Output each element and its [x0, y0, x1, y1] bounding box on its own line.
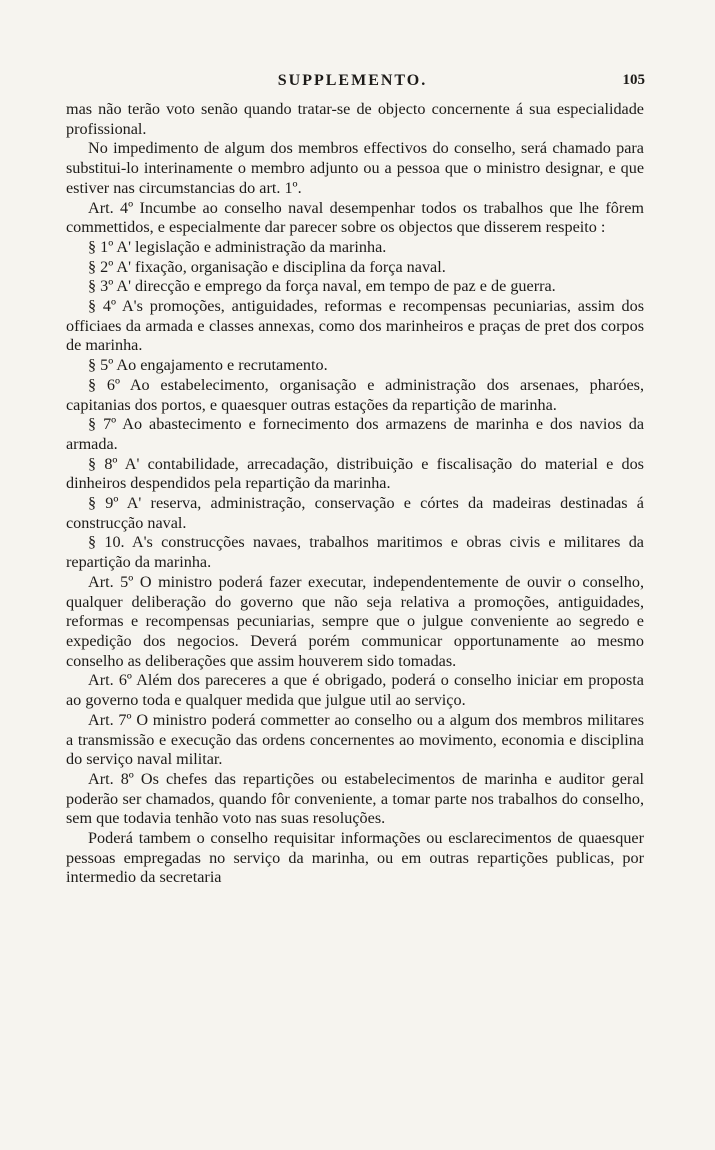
section-item: § 10. A's construcções navaes, trabalhos maritimos e obras civis e militares da repartição da marinha.	[66, 533, 644, 572]
article-6: Art. 6º Além dos pareceres a que é obrigado, poderá o conselho iniciar em proposta ao governo toda e qualquer medida que julgue util ao serviço.	[66, 671, 644, 710]
section-item: § 9º A' reserva, administração, conservação e córtes da madeiras destinadas á construcção naval.	[66, 494, 644, 532]
page-number: 105	[622, 72, 645, 88]
running-title: SUPPLEMENTO.	[277, 72, 428, 89]
article-5: Art. 5º O ministro poderá fazer executar, independentemente de ouvir o conselho, qualquer deliberação do governo que não seja relativa a promoções, antiguidades, reformas e recompensas pecuniarias, sempre que o julgue conveniente ao segredo e expedição dos negocios. Deverá porém communicar opportunamente ao mesmo conselho as deliberações que assim houverem sido tomadas.	[66, 572, 644, 670]
body-text	[66, 100, 644, 888]
section-item: § 7º Ao abastecimento e fornecimento dos armazens de marinha e dos navios da armada.	[66, 415, 644, 453]
section-item: § 5º Ao engajamento e recrutamento.	[88, 356, 328, 375]
article-4: Art. 4º Incumbe ao conselho naval desempenhar todos os trabalhos que lhe fôrem commettidos, e especialmente dar parecer sobre os objectos que disserem respeito :	[66, 198, 644, 237]
section-item: § 8º A' contabilidade, arrecadação, distribuição e fiscalisação do material e dos dinheiros despendidos pela repartição da marinha.	[66, 454, 644, 493]
paragraph: Poderá tambem o conselho requisitar informações ou esclarecimentos de quaesquer pessoas empregadas no serviço da marinha, ou em outras repartições publicas, por intermedio da secretaria	[66, 829, 644, 887]
section-item: § 4º A's promoções, antiguidades, reformas e recompensas pecuniarias, assim dos officiaes da armada e classes annexas, como dos marinheiros e praças de pret dos corpos de marinha.	[66, 297, 644, 355]
section-item: § 3º A' direcção e emprego da força naval, em tempo de paz e de guerra.	[88, 277, 556, 296]
paragraph: mas não terão voto senão quando tratar-se de objecto concernente á sua especialidade profissional.	[66, 100, 644, 138]
page-header	[60, 72, 645, 96]
section-item: § 6º Ao estabelecimento, organisação e administração dos arsenaes, pharóes, capitanias dos portos, e quaesquer outras estações da repartição de marinha.	[66, 375, 644, 414]
section-item: § 2º A' fixação, organisação e disciplina da força naval.	[88, 257, 446, 276]
section-item: § 1º A' legislação e administração da marinha.	[88, 237, 387, 256]
article-8: Art. 8º Os chefes das repartições ou estabelecimentos de marinha e auditor geral poderão ser chamados, quando fôr conveniente, a tomar parte nos trabalhos do conselho, sem que todavia tenhão voto nas suas resoluções.	[66, 769, 644, 828]
paragraph: No impedimento de algum dos membros effectivos do conselho, será chamado para substitui-lo interinamente o membro adjunto ou a pessoa que o ministro designar, e que estiver nas circumstancias do art. 1º.	[66, 139, 644, 197]
article-7: Art. 7º O ministro poderá commetter ao conselho ou a algum dos membros militares a transmissão e execução das ordens concernentes ao movimento, economia e disciplina do serviço naval militar.	[66, 710, 644, 769]
